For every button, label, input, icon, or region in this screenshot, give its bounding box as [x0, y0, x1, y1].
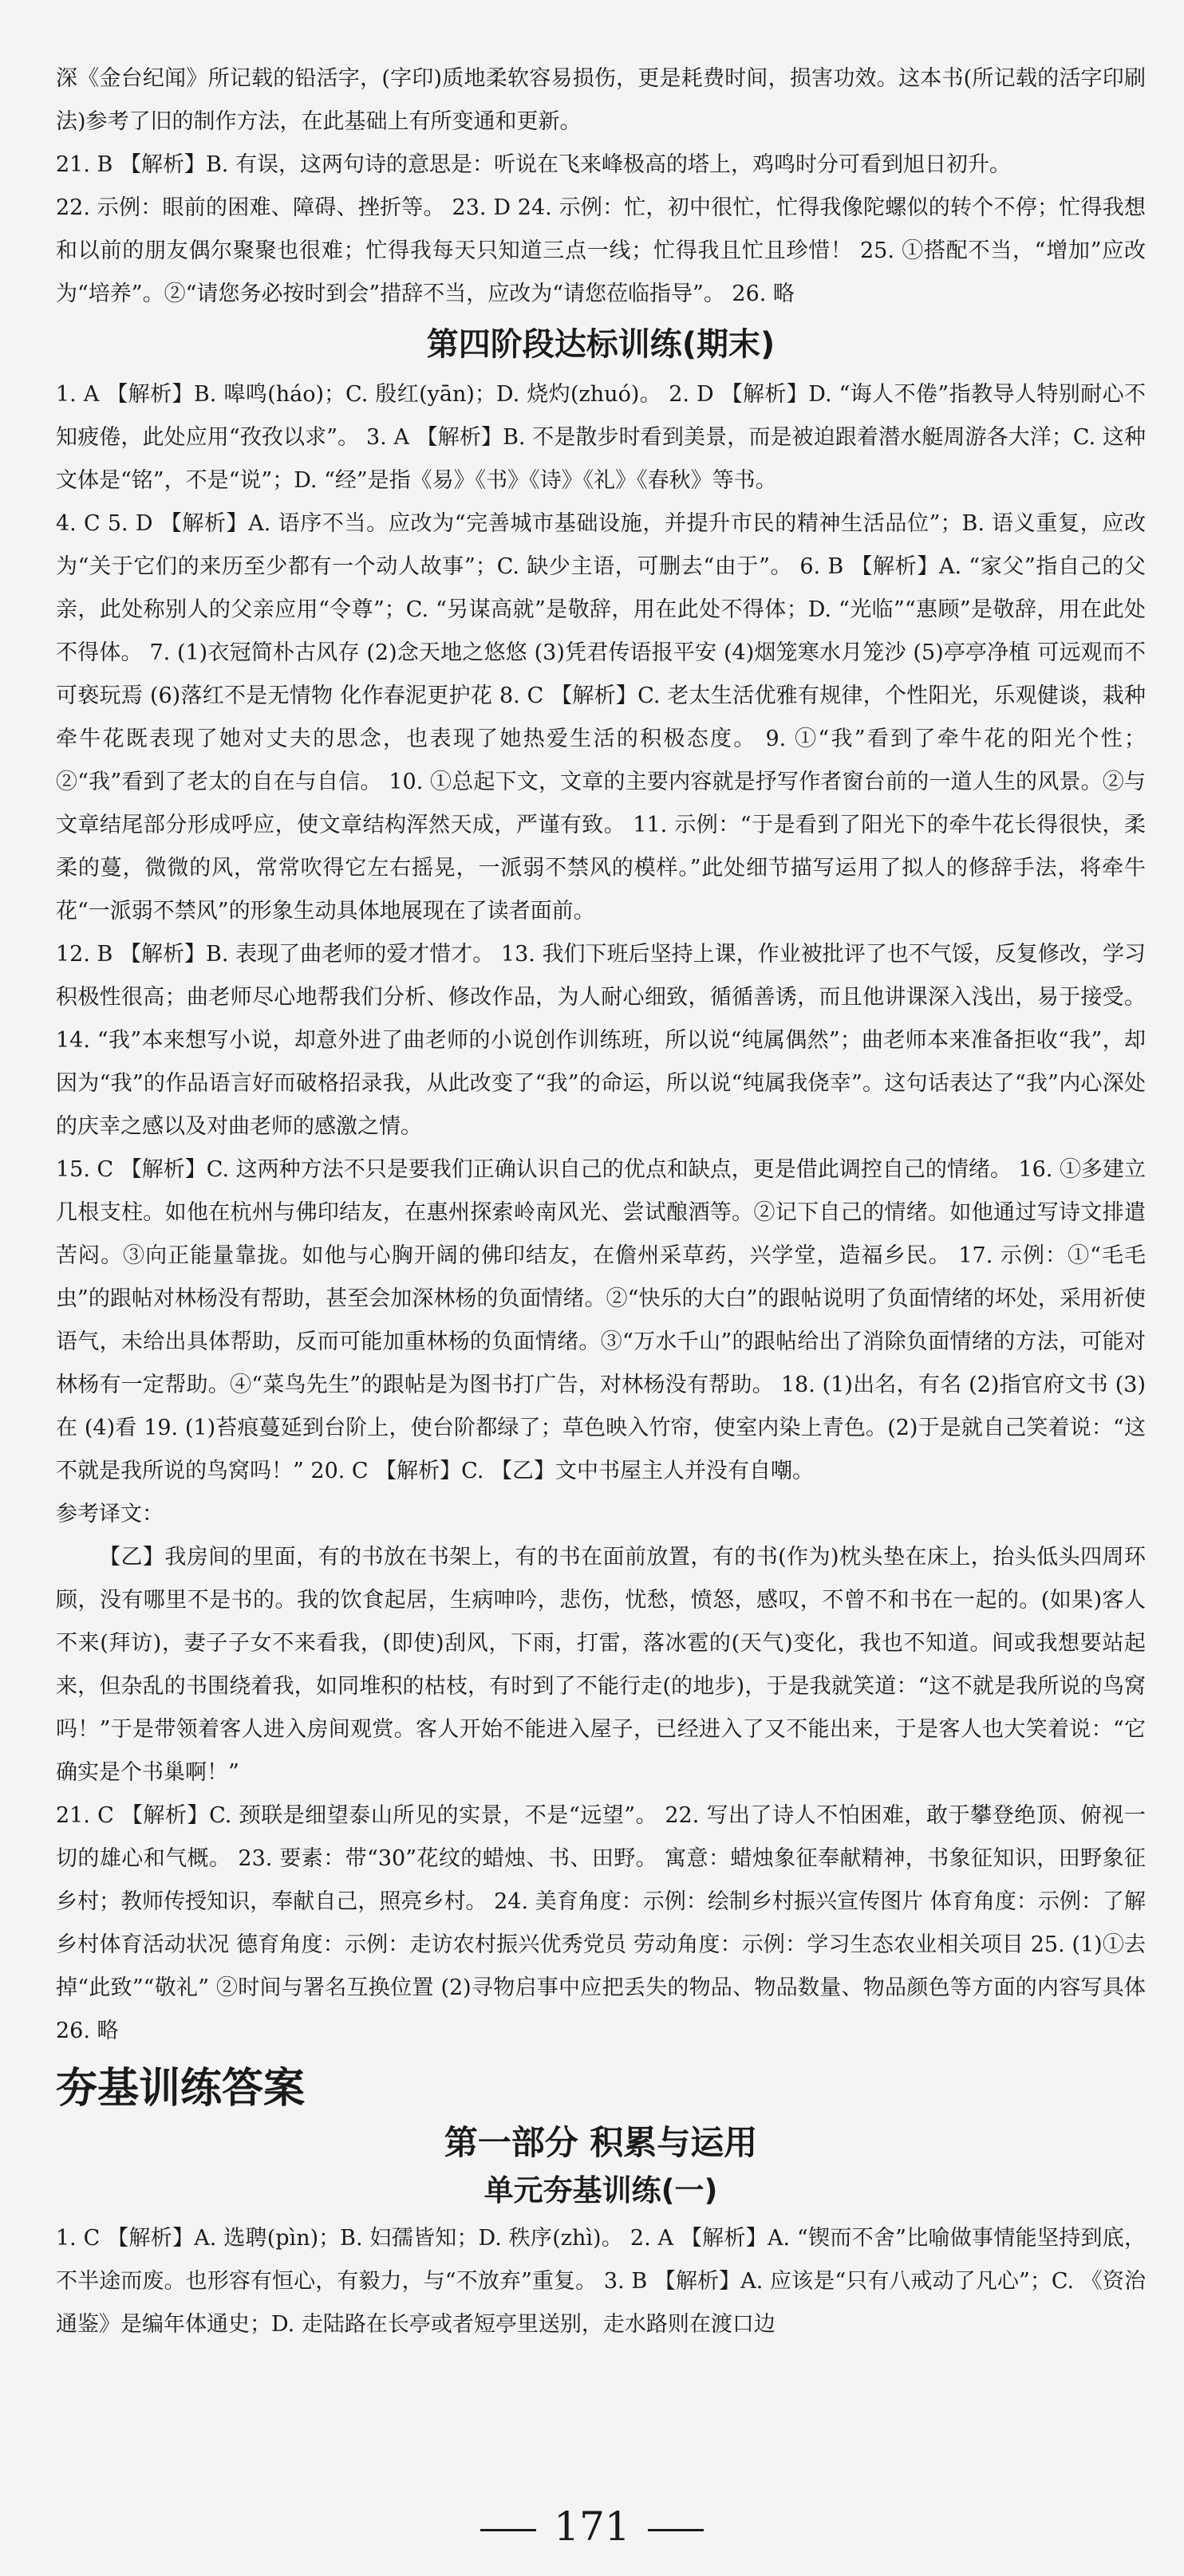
text-paragraph: 12. B 【解析】B. 表现了曲老师的爱才惜才。 13. 我们下班后坚持上课，作业被批评了也不气馁，反复修改，学习积极性很高；曲老师尽心地帮我们分析、修改作品，为人耐心细致，循循善诱，而且他讲课深入浅出，易于接受。 14. “我”本来想写小说，却意外进了曲老师的小说创作训练班，所以说“纯属偶然”；曲老师本来准备拒收“我”，却因为“我”的作品语言好而破格招录我，从此改变了“我”的命运，所以说“纯属我侥幸”。这句话表达了“我”内心深处的庆幸之感以及对曲老师的感激之情。 — [56, 942, 1146, 1139]
page-number-dash-left — [480, 2529, 536, 2531]
text-paragraph: 21. B 【解析】B. 有误，这两句诗的意思是：听说在飞来峰极高的塔上，鸡鸣时分可看到旭日初升。 — [56, 152, 1011, 177]
text-paragraph: 22. 示例：眼前的困难、障碍、挫折等。 23. D 24. 示例：忙，初中很忙，忙得我像陀螺似的转个不停；忙得我想和以前的朋友偶尔聚聚也很难；忙得我每天只知道三点一线；忙得我且忙且珍惜！ 25. ①搭配不当，“增加”应改为“培养”。②“请您务必按时到会”措辞不当，应改为“请您莅临指导”。 26. 略 — [56, 195, 1146, 306]
page-number-dash-right — [648, 2529, 704, 2531]
text-paragraph: 深《金台纪闻》所记载的铅活字，(字印)质地柔软容易损伤，更是耗费时间，损害功效。这本书(所记载的活字印刷法)参考了旧的制作方法，在此基础上有所变通和更新。 — [56, 66, 1146, 134]
text-paragraph: 1. C 【解析】A. 选聘(pìn)；B. 妇孺皆知；D. 秩序(zhì)。 2. A 【解析】A. “锲而不舍”比喻做事情能坚持到底，不半途而废。也形容有恒心，有毅力，与“不放弃”重复。 3. B 【解析】A. 应该是“只有八戒动了凡心”；C. 《资治通鉴》是编年体通史；D. 走陆路在长亭或者短亭里送别，走水路则在渡口边 — [56, 2226, 1146, 2337]
unit-title: 单元夯基训练(一) — [483, 2173, 718, 2208]
page-number-value: 171 — [554, 2503, 630, 2550]
text-paragraph: 4. C 5. D 【解析】A. 语序不当。应改为“完善城市基础设施，并提升市民的精神生活品位”；B. 语义重复，应改为“关于它们的来历至少都有一个动人故事”；C. 缺少主语，可删去“由于”。 6. B 【解析】A. “家父”指自己的父亲，此处称别人的父亲应用“令尊”；C. “另谋高就”是敬辞，用在此处不得体；D. “光临”“惠顾”是敬辞，用在此处不得体。 7. (1)衣冠简朴古风存 (2)念天地之悠悠 (3)凭君传语报平安 (4)烟笼寒水月笼沙 (5)亭亭净植 可远观而不可亵玩焉 (6)落红不是无情物 化作春泥更护花 8. C 【解析】C. 老太生活优雅有规律，个性阳光，乐观健谈，栽种牵牛花既表现了她对丈夫的思念，也表现了她热爱生活的积极态度。 9. ①“我”看到了牵牛花的阳光个性；②“我”看到了老太的自在与自信。 10. ①总起下文，文章的主要内容就是抒写作者窗台前的一道人生的风景。②与文章结尾部分形成呼应，使文章结构浑然天成，严谨有致。 11. 示例：“于是看到了阳光下的牵牛花长得很快，柔柔的蔓，微微的风，常常吹得它左右摇晃，一派弱不禁风的模样。”此处细节描写运用了拟人的修辞手法，将牵牛花“一派弱不禁风”的形象生动具体地展现在了读者面前。 — [56, 511, 1146, 924]
text-paragraph: 1. A 【解析】B. 嗥鸣(háo)；C. 殷红(yān)；D. 烧灼(zhuó)。 2. D 【解析】D. “诲人不倦”指教导人特别耐心不知疲倦，此处应用“孜孜以求”。 3. A 【解析】B. 不是散步时看到美景，而是被迫跟着潜水艇周游各大洋；C. 这种文体是“铭”，不是“说”；D. “经”是指《易》《书》《诗》《礼》《春秋》等书。 — [56, 382, 1146, 493]
text-paragraph: 21. C 【解析】C. 颈联是细望泰山所见的实景，不是“远望”。 22. 写出了诗人不怕困难，敢于攀登绝顶、俯视一切的雄心和气概。 23. 要素：带“30”花纹的蜡烛、书、田野。 寓意：蜡烛象征奉献精神，书象征知识，田野象征乡村；教师传授知识，奉献自己，照亮乡村。 24. 美育角度：示例：绘制乡村振兴宣传图片 体育角度：示例：了解乡村体育活动状况 德育角度：示例：走访农村振兴优秀党员 劳动角度：示例：学习生态农业相关项目 25. (1)①去掉“此致”“敬礼” ②时间与署名互换位置 (2)寻物启事中应把丢失的物品、物品数量、物品颜色等方面的内容写具体 26. 略 — [56, 1803, 1146, 2043]
translation-paragraph: 【乙】我房间的里面，有的书放在书架上，有的书在面前放置，有的书(作为)枕头垫在床上，抬头低头四周环顾，没有哪里不是书的。我的饮食起居，生病呻吟，悲伤，忧愁，愤怒，感叹，不曾不和书在一起的。(如果)客人不来(拜访)，妻子子女不来看我，(即使)刮风，下雨，打雷，落冰雹的(天气)变化，我也不知道。间或我想要站起来，但杂乱的书围绕着我，如同堆积的枯枝，有时到了不能行走(的地步)，于是我就笑道：“这不就是我所说的鸟窝吗！”于是带领着客人进入房间观赏。客人开始不能进入屋子，已经进入了又不能出来，于是客人也大笑着说：“它确实是个书巢啊！” — [56, 1545, 1146, 1785]
text-paragraph: 15. C 【解析】C. 这两种方法不只是要我们正确认识自己的优点和缺点，更是借此调控自己的情绪。 16. ①多建立几根支柱。如他在杭州与佛印结友，在惠州探索岭南风光、尝试酿酒等。②记下自己的情绪。如他通过写诗文排遣苦闷。③向正能量靠拢。如他与心胸开阔的佛印结友，在儋州采草药，兴学堂，造福乡民。 17. 示例：①“毛毛虫”的跟帖对林杨没有帮助，甚至会加深林杨的负面情绪。②“快乐的大白”的跟帖说明了负面情绪的坏处，采用祈使语气，未给出具体帮助，反而可能加重林杨的负面情绪。③“万水千山”的跟帖给出了消除负面情绪的方法，可能对林杨有一定帮助。④“菜鸟先生”的跟帖是为图书打广告，对林杨没有帮助。 18. (1)出名，有名 (2)指官府文书 (3)在 (4)看 19. (1)苔痕蔓延到台阶上，使台阶都绿了；草色映入竹帘，使室内染上青色。(2)于是就自己笑着说：“这不就是我所说的鸟窝吗！” 20. C 【解析】C. 【乙】文中书屋主人并没有自嘲。 — [56, 1157, 1146, 1483]
section-title: 第四阶段达标训练(期末) — [426, 326, 776, 363]
page-number — [0, 2503, 1184, 2550]
answers-heading: 夯基训练答案 — [56, 2065, 306, 2113]
text-paragraph: 参考译文： — [56, 1502, 164, 1526]
part-title: 第一部分 积累与运用 — [444, 2123, 758, 2162]
